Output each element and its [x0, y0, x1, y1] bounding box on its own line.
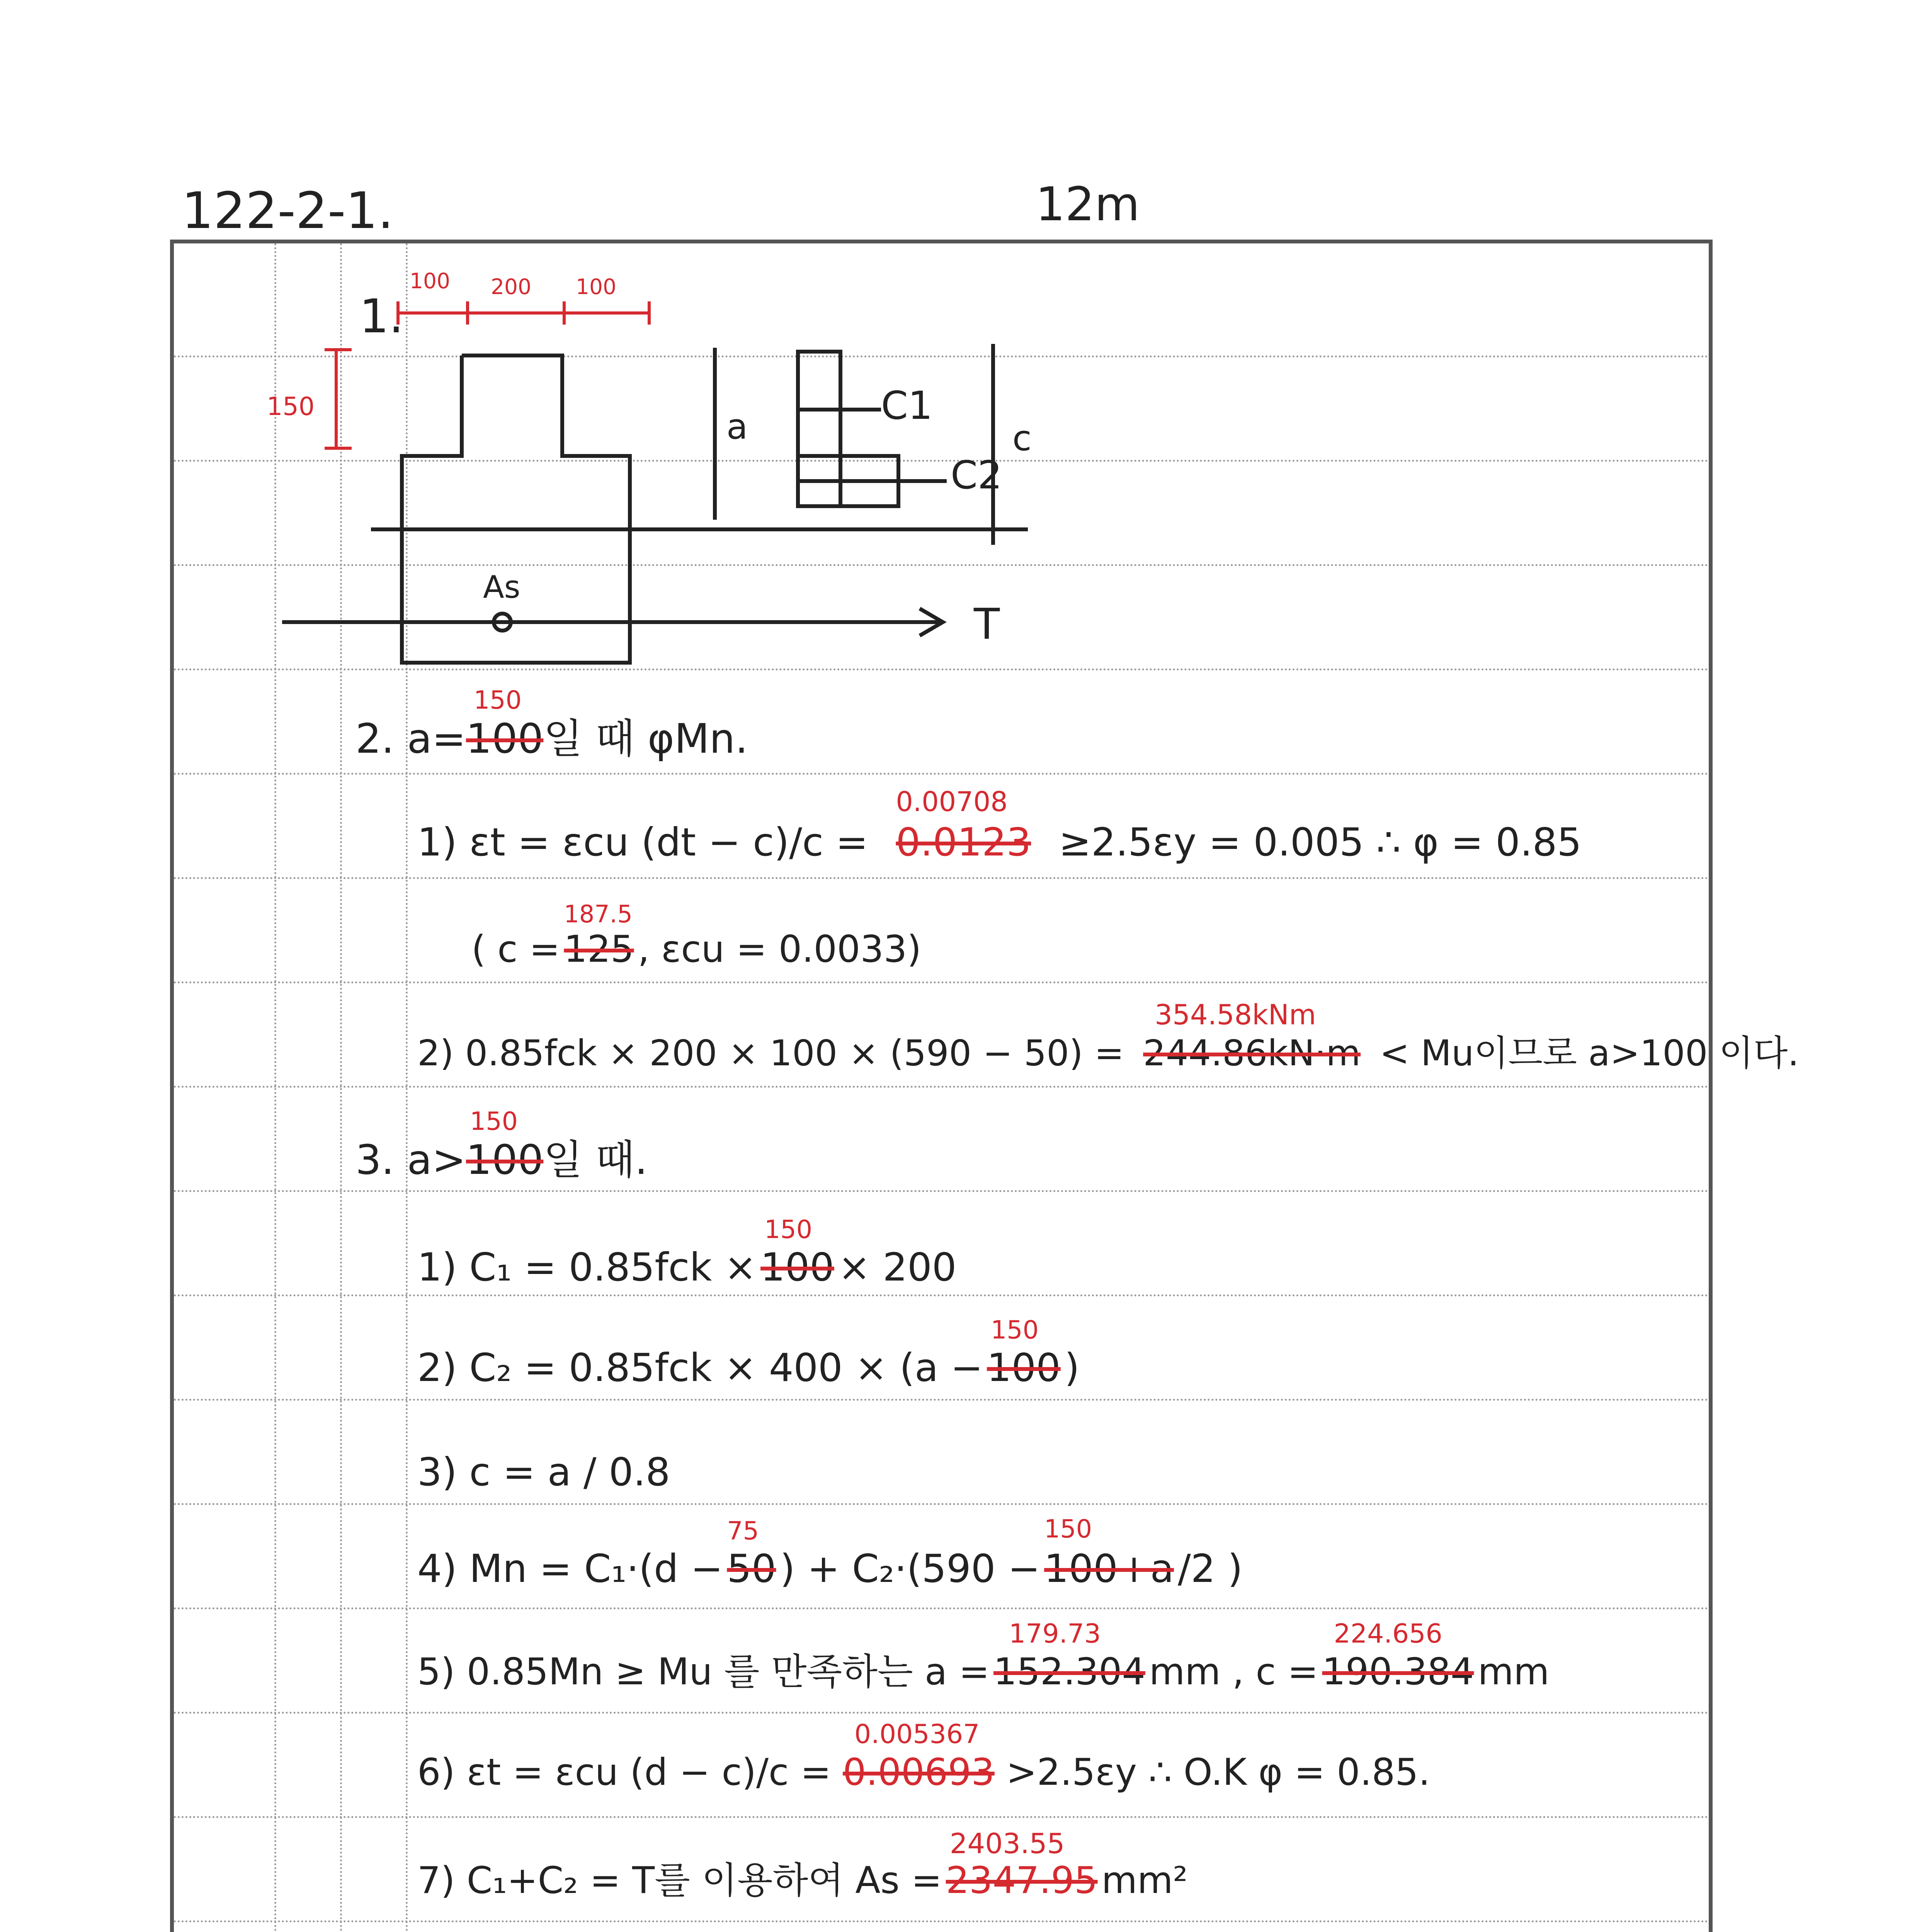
s2-title: 2. a= 150 100일 때 φMn. [356, 686, 748, 762]
s2-step-2: 2) 0.85fck × 200 × 100 × (590 − 50) = 354.58kNm 244.86kN·m < Mu이므로 a>100 이다. [417, 998, 1799, 1074]
label-as: As [483, 569, 520, 605]
dim-right: 100 [576, 274, 616, 299]
section-1-label: 1. [359, 290, 404, 344]
s3-step-1: 1) C₁ = 0.85fck × 150 100 × 200 [417, 1215, 957, 1290]
label-c: c [1012, 418, 1032, 459]
beam-section-diagram [0, 0, 1917, 696]
s3-step-3: 3) c = a / 0.8 [417, 1449, 670, 1495]
dim-mid: 200 [491, 274, 531, 299]
section-outline [402, 355, 630, 663]
dim-height: 150 [267, 392, 315, 421]
label-a: a [726, 406, 748, 447]
s2-step-1b: ( c = 187.5 125 , εcu = 0.0033) [471, 900, 922, 971]
s3-step-5: 5) 0.85Mn ≥ Mu 를 만족하는 a = 179.73 152.304 mm , c = 224.656 190.384 mm [417, 1619, 1550, 1693]
label-c1: C1 [881, 383, 933, 428]
s3-title: 3. a> 150 100일 때. [356, 1107, 648, 1184]
s3-step-2: 2) C₂ = 0.85fck × 400 × (a − 150 100 ) [417, 1316, 1080, 1390]
s3-step-7: 7) C₁+C₂ = T를 이용하여 As = 2403.55 2347.95 mm² [417, 1827, 1188, 1902]
label-t: T [974, 599, 1000, 649]
score-label: 12m [1036, 178, 1140, 231]
page-code: 122-2-1. [182, 181, 394, 240]
dim-left: 100 [410, 269, 450, 293]
label-c2: C2 [951, 452, 1002, 498]
s3-step-4: 4) Mn = C₁·(d − 75 50 ) + C₂·(590 − 150 100+a /2 ) [417, 1515, 1243, 1591]
s2-step-1: 1) εt = εcu (dt − c)/c = 0.00708 0.0123 ≥2.5εy = 0.005 ∴ φ = 0.85 [417, 786, 1582, 865]
s3-step-6: 6) εt = εcu (d − c)/c = 0.005367 0.00693 >2.5εy ∴ O.K φ = 0.85. [417, 1719, 1430, 1794]
